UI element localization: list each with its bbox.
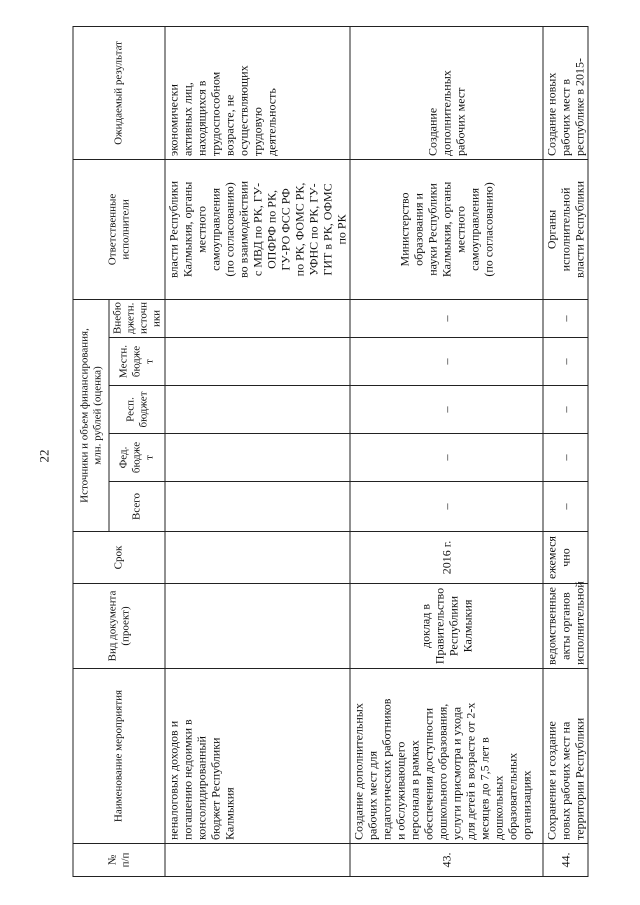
cell-executors: Органы исполнительной власти Республики — [543, 159, 588, 299]
table-row — [165, 26, 350, 876]
cell-total — [165, 482, 350, 532]
header-resp: Респ. бюджет — [109, 386, 165, 434]
cell-extra: – — [543, 299, 588, 337]
cell-activity: неналоговых доходов и погашению недоимки в консолидированный бюджет Республики Калмыкия — [165, 669, 350, 844]
header-fed: Фед. бюдже т — [109, 434, 165, 482]
header-result: Ожидаемый результат — [73, 26, 165, 159]
header-num: № п/п — [73, 844, 165, 877]
header-funding-group: Источники и объем финансирования, млн. рублей (оценка) — [73, 299, 109, 531]
header-executors: Ответственные исполнители — [73, 159, 165, 299]
header-term: Срок — [73, 532, 165, 584]
cell-result: Создание новых рабочих мест в республике в 2015- — [543, 26, 588, 159]
cell-extra: – — [350, 299, 543, 337]
cell-term — [165, 532, 350, 584]
cell-resp: – — [543, 386, 588, 434]
cell-local: – — [350, 338, 543, 386]
header-doc-type: Вид документа (проект) — [73, 584, 165, 669]
cell-num: 44. — [543, 844, 588, 877]
cell-resp — [165, 386, 350, 434]
cell-result: Создание дополнительных рабочих мест — [350, 26, 543, 159]
header-extra: Внебю джетн. источн ики — [109, 299, 165, 337]
page-number: 22 — [36, 449, 52, 463]
cell-fed: – — [543, 434, 588, 482]
cell-resp: – — [350, 386, 543, 434]
activities-table — [73, 26, 589, 877]
cell-local — [165, 338, 350, 386]
rotated-page-content — [73, 27, 587, 877]
cell-total: – — [350, 482, 543, 532]
cell-activity: Создание дополнительных рабочих мест для педагогических работников и обслуживающего персонала в рамках обеспечения доступности дошкольного образования, услуги присмотра и ухода для детей в возрасте от 2-х месяцев до 7,5 лет в дошкольных образовательных организациях — [350, 669, 543, 844]
table-row — [543, 26, 588, 876]
cell-result: экономически активных лиц, находящихся в трудоспособном возрасте, не осуществляющих трудовую деятельность — [165, 26, 350, 159]
cell-local: – — [543, 338, 588, 386]
cell-num — [165, 844, 350, 877]
cell-doc-type — [165, 584, 350, 669]
header-total: Всего — [109, 482, 165, 532]
cell-activity: Сохранение и создание новых рабочих мест на территории Республики — [543, 669, 588, 844]
cell-doc-type: ведомственные акты органов исполнительной — [543, 584, 588, 669]
table-row — [350, 26, 543, 876]
cell-extra — [165, 299, 350, 337]
cell-doc-type: доклад в Правительство Республики Калмыкия — [350, 584, 543, 669]
cell-total: – — [543, 482, 588, 532]
header-activity: Наименование мероприятия — [73, 669, 165, 844]
cell-executors: власти Республики Калмыкия, органы местного самоуправления (по согласованию) во взаимодействии с МВД по РК, ГУ- ОПФРФ по РК, ГУ-РО ФСС РФ по РК, ФОМС РК, УФНС по РК, ГУ- ГИТ в РК, ОФМС по РК — [165, 159, 350, 299]
cell-fed — [165, 434, 350, 482]
cell-term: ежемеся чно — [543, 532, 588, 584]
cell-executors: Министерство образования и науки Республики Калмыкия, органы местного самоуправления (по согласованию) — [350, 159, 543, 299]
cell-fed: – — [350, 434, 543, 482]
header-local: Местн. бюдже т — [109, 338, 165, 386]
cell-term: 2016 г. — [350, 532, 543, 584]
cell-num: 43. — [350, 844, 543, 877]
